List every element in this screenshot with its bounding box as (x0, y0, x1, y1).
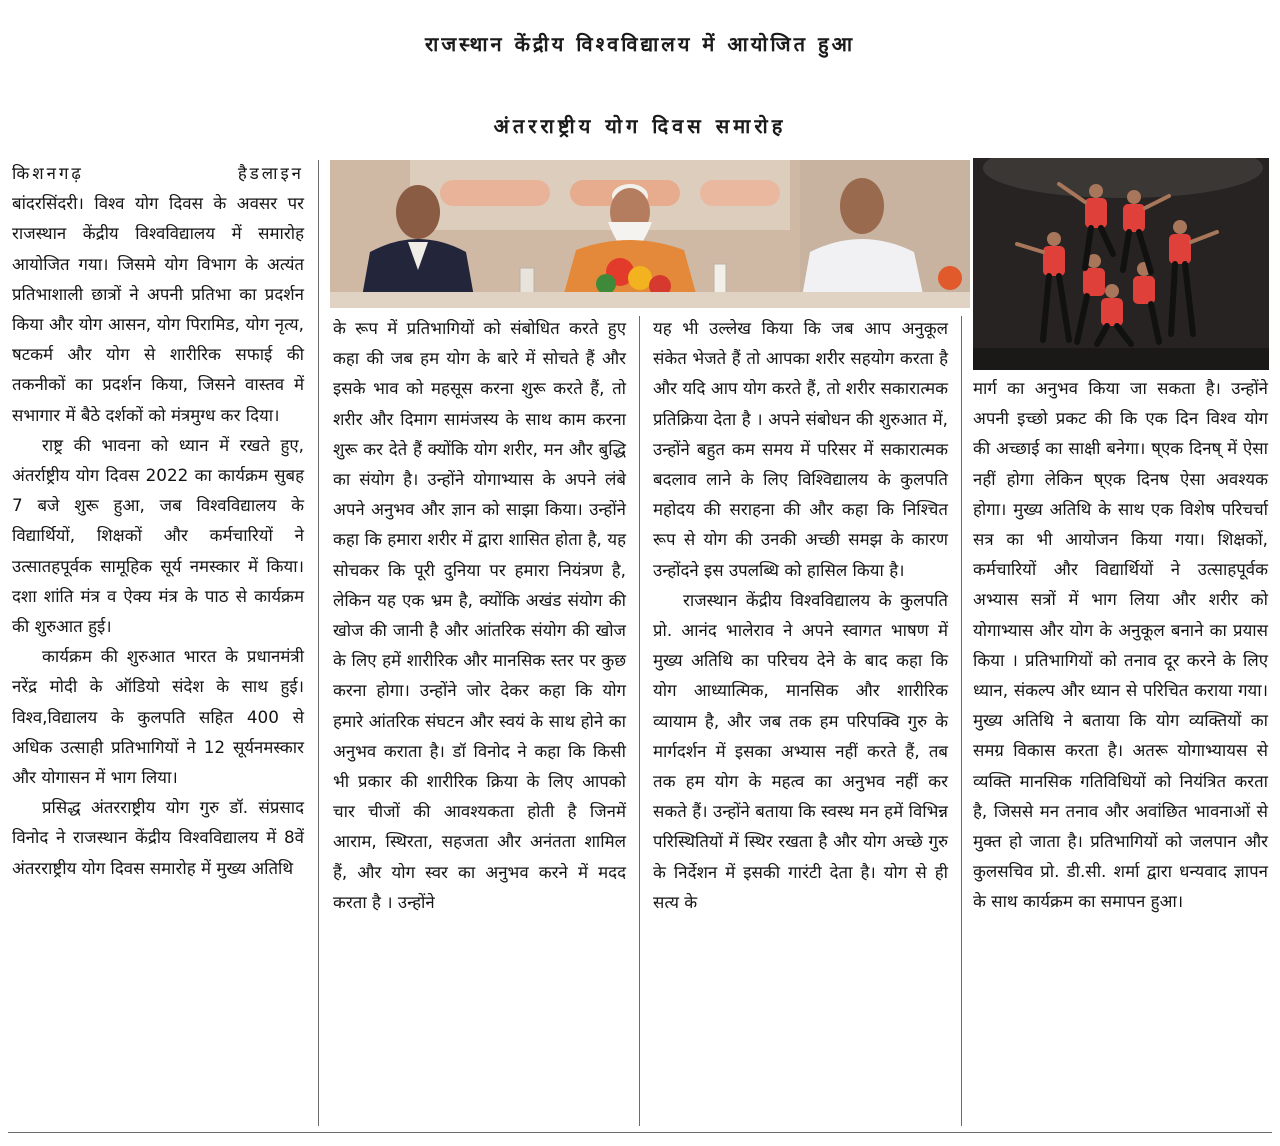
column-divider (318, 160, 319, 1126)
paragraph: बांदरसिंदरी। विश्व योग दिवस के अवसर पर राजस्थान केंद्रीय विश्वविद्यालय में समारोह आयोजित गया। जिसमे योग विभाग के अत्यंत प्रतिभाशाली छात्रों ने अपनी प्रतिभा का प्रदर्शन किया और योग आसन, योग पिरामिड, योग नृत्य, षटकर्म और योग से शारीरिक सफाई की तकनीकों का प्रदर्शन किया, जिसने वास्तव में सभागार में बैठे दर्शकों को मंत्रमुग्ध कर दिया। (12, 193, 304, 425)
paragraph: मार्ग का अनुभव किया जा सकता है। उन्होंने अपनी इच्छो प्रकट की कि एक दिन विश्व योग की अच्छाई का साक्षी बनेगा। ष्एक दिनष् में ऐसा नहीं होगा लेकिन ष्एक दिनष ऐसा अवश्यक होगा। मुख्य अतिथि के साथ एक विशेष परिचर्चा सत्र का भी आयोजन किया गया। शिक्षकों, कर्मचारियों और विद्यार्थियों ने उत्साहपूर्वक अभ्यास सत्रों में भाग लिया और शरीर को योगाभ्यास और योग के अनुकूल बनाने का प्रयास किया । प्रतिभागियों को तनाव दूर करने के लिए ध्यान, संकल्प और ध्यान से परिचित कराया गया। मुख्य अतिथि ने बताया कि योग व्यक्तियों का समग्र विकास करता है। अतरू योगाभ्यायस से व्यक्ति मानसिक गतिविधियों को नियंत्रित करता है, जिससे मन तनाव और अवांछित भावनाओं से मुक्त हो जाता है। प्रतिभागियों को जलपान और कुलसचिव प्रो. डी.सी. शर्मा द्वारा धन्यवाद ज्ञापन के साथ कार्यक्रम का समापन हुआ। (973, 378, 1268, 912)
dignitaries-photo (330, 160, 970, 308)
paragraph: प्रसिद्ध अंतरराष्ट्रीय योग गुरु डॉ. संप्रसाद विनोद ने राजस्थान केंद्रीय विश्वविद्यालय में 8वें अंतरराष्ट्रीय योग दिवस समारोह में मुख्य अतिथि (12, 797, 304, 878)
dateline-source: हैडलाइन (237, 163, 304, 183)
paragraph: कार्यक्रम की शुरुआत भारत के प्रधानमंत्री नरेंद्र मोदी के ऑडियो संदेश के साथ हुई। विश्व,विद्यालय के कुलपति सहित 400 से अधिक उत्साही प्रतिभागियों ने 12 सूर्यनमस्कार और योगासन में भाग लिया। (12, 646, 304, 788)
headline-line-2: अंतरराष्ट्रीय योग दिवस समारोह (493, 114, 787, 138)
yoga-pyramid-photo (973, 158, 1269, 370)
column-divider (639, 316, 640, 1126)
article-column-2 (333, 313, 626, 917)
dateline (12, 158, 304, 188)
paragraph: यह भी उल्लेख किया कि जब आप अनुकूल संकेत भेजते हैं तो आपका शरीर सहयोग करता है और यदि आप योग करते हैं, तो शरीर सकारात्मक प्रतिक्रिया देता है । अपने संबोधन की शुरुआत में, उन्होंने बहुत कम समय में परिसर में सकारात्मक बदलाव लाने के लिए विश्विद्यालय के कुलपति महोदय की सराहना की और कहा कि निश्चित रूप से योग की उनकी अच्छी समझ के कारण उन्होंदने इस उपलब्धि को हासिल किया है। (653, 318, 948, 580)
bottom-rule (8, 1132, 1272, 1133)
column-divider (961, 316, 962, 1126)
paragraph: राष्ट्र की भावना को ध्यान में रखते हुए, अंतर्राष्ट्रीय योग दिवस 2022 का कार्यक्रम सुबह 7 बजे शुरू हुआ, जब विश्वविद्यालय के विद्यार्थियों, शिक्षकों और कर्मचारियों ने उत्सातहपूर्वक सामूहिक सूर्य नमस्कार में किया। दशा शांति मंत्र व ऐक्य मंत्र के पाठ से कार्यक्रम की शुरुआत हुई। (12, 434, 304, 637)
paragraph: के रूप में प्रतिभागियों को संबोधित करते हुए कहा की जब हम योग के बारे में सोचते हैं और इसके भाव को महसूस करना शुरू करते हैं, तो शरीर और दिमाग सामंजस्य के साथ काम करना शुरू कर देते हैं क्योंकि योग शरीर, मन और बुद्धि का संयोग है। उन्होंने योगाभ्यास के अपने लंबे अपने अनुभव और ज्ञान को साझा किया। उन्होंने कहा कि हमारा शरीर में द्वारा शासित होता है, यह सोचकर कि पूरी दुनिया पर हमारा नियंत्रण है, लेकिन यह एक भ्रम है, क्योंकि अखंड संयोग की खोज की जानी है और आंतरिक संयोग की खोज के लिए हमें शारीरिक और मानसिक स्तर पर कुछ करना होगा। उन्होंने जोर देकर कहा कि योग हमारे आंतरिक संघटन और स्वयं के साथ होने का अनुभव कराता है। डॉ विनोद ने कहा कि किसी भी प्रकार की शारीरिक क्रिया के लिए आपको चार चीजों की आवश्यकता होती है जिनमें आराम, स्थिरता, सहजता और अनंतता शामिल हैं, और योग स्वर का अनुभव करने में मदद करता है । उन्होंने (333, 318, 626, 912)
article-column-3 (653, 313, 948, 917)
headline-line-1: राजस्थान केंद्रीय विश्वविद्यालय में आयोजित हुआ (424, 32, 856, 56)
article-column-4 (973, 373, 1268, 917)
article-column-1 (12, 158, 304, 883)
paragraph: राजस्थान केंद्रीय विश्वविद्यालय के कुलपति प्रो. आनंद भालेराव ने अपने स्वागत भाषण में मुख्य अतिथि का परिचय देने के बाद कहा कि योग आध्यात्मिक, मानसिक और शारीरिक व्यायाम है, और जब तक हम परिपक्वि गुरु के मार्गदर्शन में इसका अभ्यास नहीं करते हैं, तब तक हम योग के महत्व का अनुभव नहीं कर सकते हैं। उन्होंने बताया कि स्वस्थ मन हमें विभिन्न परिस्थितियों में स्थिर रखता है और योग अच्छे गुरु के निर्देशन में इसकी गारंटी देता है। योग से ही सत्य के (653, 589, 948, 912)
dateline-place: किशनगढ़ (12, 163, 84, 183)
